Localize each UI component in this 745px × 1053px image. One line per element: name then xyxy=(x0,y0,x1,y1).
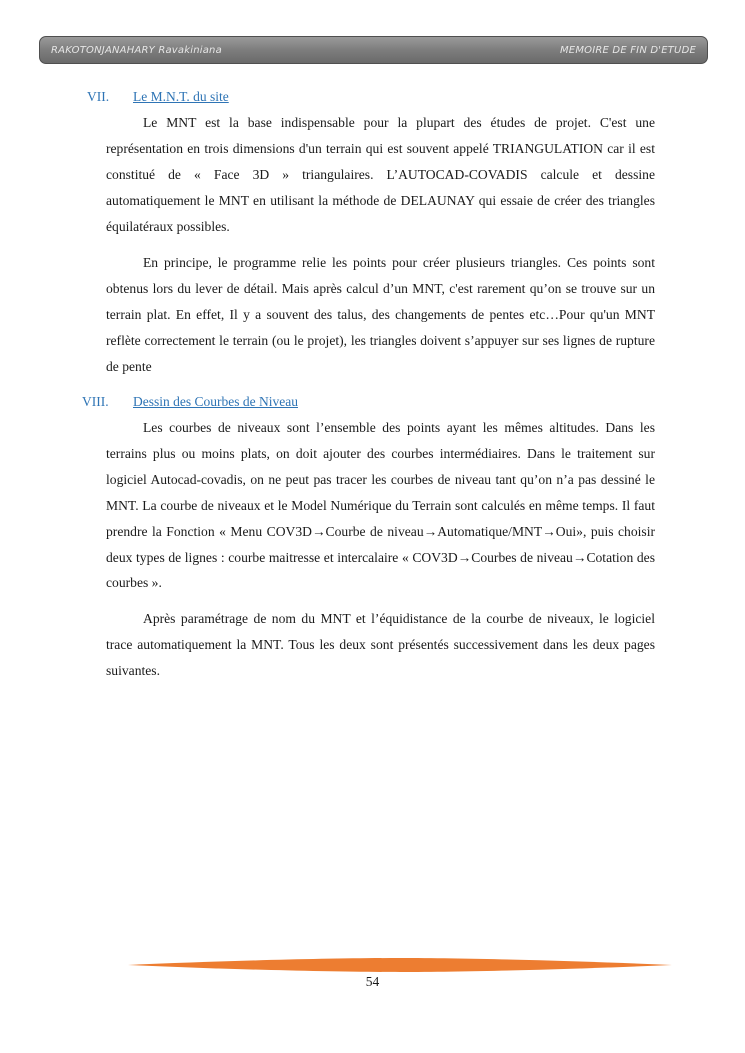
section-number: VII. xyxy=(87,89,110,104)
header-author: RAKOTONJANAHARY Ravakiniana xyxy=(51,44,222,56)
paragraph: Les courbes de niveaux sont l’ensemble des points ayant les mêmes altitudes. Dans les terrains plus ou moins plats, on doit ajouter des courbes intermédiaires. Dans le traitement sur logiciel Autocad-covadis, on ne peut pas tracer les courbes de niveau tant qu’on n’a pas dessiné le MNT. La courbe de niveaux et le Model Numérique du Terrain sont calculés en même temps. Il faut prendre la Fonction « Menu COV3D→Courbe de niveau→Automatique/MNT→Oui», puis choisir deux types de lignes : courbe maitresse et intercalaire « COV3D→Courbes de niveau→Cotation des courbes ». xyxy=(106,420,655,591)
section-title-link[interactable]: Dessin des Courbes de Niveau xyxy=(133,394,298,409)
header-doc-type: MEMOIRE DE FIN D'ETUDE xyxy=(559,44,696,56)
page-number: 54 xyxy=(365,974,380,989)
section-heading xyxy=(87,89,229,105)
paragraph: En principe, le programme relie les points pour créer plusieurs triangles. Ces points sont obtenus lors du lever de détail. Mais après calcul d’un MNT, c'est rarement qu’on se trouve sur un terrain plat. En effet, Il y a souvent des talus, des changements de pentes etc…Pour qu'un MNT reflète correctement le terrain (ou le projet), les triangles doivent s’appuyer sur ses lignes de rupture de pente xyxy=(106,255,655,374)
footer-swoosh-decoration xyxy=(128,956,672,972)
running-header xyxy=(39,36,708,64)
paragraph: Le MNT est la base indispensable pour la plupart des études de projet. C'est une représentation en trois dimensions d'un terrain qui est souvent appelé TRIANGULATION car il est constitué de « Face 3D » triangulaires. L’AUTOCAD-COVADIS calcule et dessine automatiquement le MNT en utilisant la méthode de DELAUNAY qui essaie de créer des triangles équilatéraux possibles. xyxy=(106,115,655,234)
section-title-link[interactable]: Le M.N.T. du site xyxy=(133,89,229,104)
section-number: VIII. xyxy=(82,394,109,409)
paragraph: Après paramétrage de nom du MNT et l’équidistance de la courbe de niveaux, le logiciel trace automatiquement la MNT. Tous les deux sont présentés successivement dans les deux pages suivantes. xyxy=(106,611,655,678)
section-heading xyxy=(82,394,298,410)
